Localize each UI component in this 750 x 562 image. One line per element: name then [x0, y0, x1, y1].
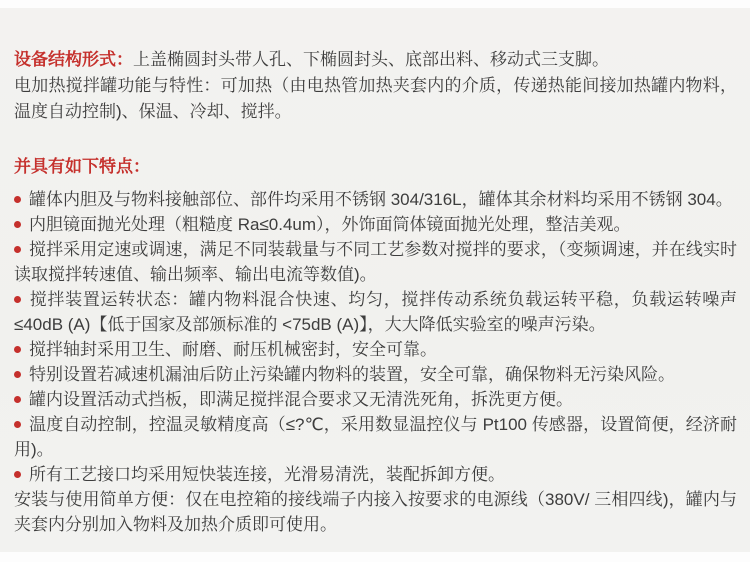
feature-text: 内胆镜面抛光处理（粗糙度 Ra≤0.4um），外饰面筒体镜面抛光处理，整洁美观。	[29, 215, 631, 234]
structure-text: 上盖椭圆封头带人孔、下椭圆封头、底部出料、移动式三支脚。	[133, 50, 609, 69]
feature-item	[14, 387, 737, 412]
feature-text: 搅拌轴封采用卫生、耐磨、耐压机械密封，安全可靠。	[29, 340, 437, 359]
product-description-content	[0, 8, 750, 537]
feature-item	[14, 412, 737, 462]
bullet-icon	[14, 196, 21, 203]
feature-text: 搅拌采用定速或调速，满足不同装载量与不同工艺参数对搅拌的要求，（变频调速，并在线实时读取搅拌转速值、输出频率、输出电流等数值)。	[14, 240, 737, 284]
bullet-icon	[14, 346, 21, 353]
features-heading: 并具有如下特点：	[14, 157, 150, 176]
feature-item	[14, 187, 737, 212]
feature-item	[14, 462, 737, 487]
structure-paragraph	[14, 47, 737, 73]
feature-item	[14, 337, 737, 362]
function-paragraph: 电加热搅拌罐功能与特性：可加热（由电热管加热夹套内的介质，传递热能间接加热罐内物料，温度自动控制)、保温、冷却、搅拌。	[14, 76, 737, 121]
feature-text: 罐体内胆及与物料接触部位、部件均采用不锈钢 304/316L，罐体其余材料均采用不锈钢 304。	[29, 190, 733, 209]
feature-item	[14, 237, 737, 287]
feature-text: 搅拌装置运转状态：罐内物料混合快速、均匀，搅拌传动系统负载运转平稳，负载运转噪声≤40dB (A)【低于国家及部颁标准的 <75dB (A)】，大大降低实验室的噪声污染。	[14, 290, 737, 334]
bullet-icon	[14, 396, 21, 403]
product-description-panel	[0, 8, 750, 552]
bullet-icon	[14, 471, 21, 478]
feature-text: 特别设置若减速机漏油后防止污染罐内物料的装置，安全可靠，确保物料无污染风险。	[29, 365, 675, 384]
feature-text: 温度自动控制，控温灵敏精度高（≤?℃，采用数显温控仪与 Pt100 传感器，设置简便，经济耐用)。	[14, 415, 737, 459]
bullet-icon	[14, 371, 21, 378]
feature-item	[14, 362, 737, 387]
feature-item	[14, 212, 737, 237]
feature-text: 所有工艺接口均采用短快装连接，光滑易清洗，装配拆卸方便。	[29, 465, 505, 484]
install-paragraph: 安装与使用简单方便：仅在电控箱的接线端子内接入按要求的电源线（380V/ 三相四线)，罐内与夹套内分别加入物料及加热介质即可使用。	[14, 490, 737, 534]
bullet-icon	[14, 296, 21, 303]
bullet-icon	[14, 246, 21, 253]
features-list	[14, 187, 737, 487]
feature-text: 罐内设置活动式挡板，即满足搅拌混合要求又无清洗死角，拆洗更方便。	[29, 390, 573, 409]
structure-label: 设备结构形式：	[14, 50, 133, 69]
bullet-icon	[14, 421, 21, 428]
feature-item	[14, 287, 737, 337]
bullet-icon	[14, 221, 21, 228]
